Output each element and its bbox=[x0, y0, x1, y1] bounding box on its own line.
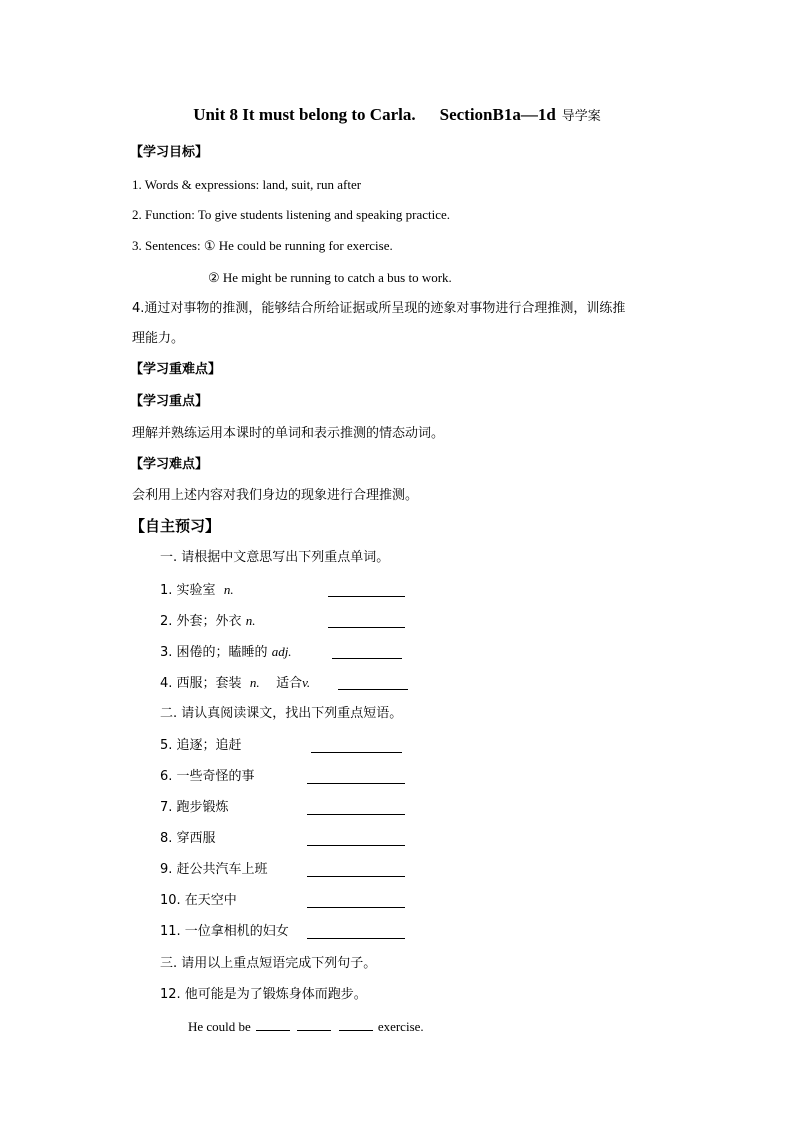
objective-4-line1: 4.通过对事物的推测，能够结合所给证据或所呈现的迹象对事物进行合理推测，训练推 bbox=[132, 301, 626, 316]
answer-blank-4[interactable] bbox=[338, 689, 408, 690]
title-section: SectionB1a—1d bbox=[439, 105, 556, 124]
objective-2: 2. Function: To give students listening and speaking practice. bbox=[132, 207, 451, 222]
phrase-item-8: 8. 穿西服 bbox=[160, 831, 216, 846]
phrase-item-5: 5. 追逐；追赶 bbox=[160, 738, 242, 753]
answer-blank-9[interactable] bbox=[307, 876, 405, 877]
phrase-item-7: 7. 跑步锻炼 bbox=[160, 800, 229, 815]
focus-heading: 【学习重点】 bbox=[130, 394, 209, 409]
key-points-heading: 【学习重难点】 bbox=[130, 362, 222, 377]
objective-3: 3. Sentences: ① He could be running for exercise. bbox=[132, 238, 393, 253]
title-suffix: 导学案 bbox=[561, 109, 601, 124]
objective-3b: ② He might be running to catch a bus to work. bbox=[208, 270, 452, 285]
part1-instruction: 一. 请根据中文意思写出下列重点单词。 bbox=[160, 550, 390, 565]
answer-blank-3[interactable] bbox=[332, 658, 402, 659]
phrase-item-9: 9. 赶公共汽车上班 bbox=[160, 862, 268, 877]
objective-1: 1. Words & expressions: land, suit, run after bbox=[132, 177, 362, 192]
phrase-item-6: 6. 一些奇怪的事 bbox=[160, 769, 255, 784]
title-unit: Unit 8 It must belong to Carla. bbox=[193, 105, 416, 124]
sentence-blank-3[interactable] bbox=[339, 1018, 373, 1031]
sentence-12-english: He could be exercise. bbox=[188, 1019, 424, 1034]
preview-heading: 【自主预习】 bbox=[130, 517, 221, 535]
word-item-1: 1. 实验室 n. bbox=[160, 582, 234, 598]
word-item-4: 4. 西服；套装 n. 适合v. bbox=[160, 675, 311, 691]
answer-blank-6[interactable] bbox=[307, 783, 405, 784]
answer-blank-8[interactable] bbox=[307, 845, 405, 846]
phrase-item-11: 11. 一位拿相机的妇女 bbox=[160, 924, 289, 939]
answer-blank-2[interactable] bbox=[328, 627, 405, 628]
word-item-2: 2. 外套；外衣 n. bbox=[160, 613, 256, 629]
part2-instruction: 二. 请认真阅读课文，找出下列重点短语。 bbox=[160, 706, 403, 721]
difficulty-heading: 【学习难点】 bbox=[130, 457, 209, 472]
answer-blank-11[interactable] bbox=[307, 938, 405, 939]
answer-blank-5[interactable] bbox=[311, 752, 402, 753]
focus-text: 理解并熟练运用本课时的单词和表示推测的情态动词。 bbox=[132, 426, 445, 441]
sentence-blank-1[interactable] bbox=[256, 1018, 290, 1031]
objective-4-line2: 理能力。 bbox=[132, 331, 185, 346]
difficulty-text: 会利用上述内容对我们身边的现象进行合理推测。 bbox=[132, 488, 419, 503]
part3-instruction: 三. 请用以上重点短语完成下列句子。 bbox=[160, 956, 377, 971]
answer-blank-10[interactable] bbox=[307, 907, 405, 908]
sentence-blank-2[interactable] bbox=[297, 1018, 331, 1031]
word-item-3: 3. 困倦的；瞌睡的 adj. bbox=[160, 644, 292, 660]
objectives-heading: 【学习目标】 bbox=[130, 145, 209, 160]
answer-blank-1[interactable] bbox=[328, 596, 405, 597]
sentence-item-12: 12. 他可能是为了锻炼身体而跑步。 bbox=[160, 987, 367, 1002]
answer-blank-7[interactable] bbox=[307, 814, 405, 815]
phrase-item-10: 10. 在天空中 bbox=[160, 893, 237, 908]
page-title bbox=[0, 105, 794, 125]
